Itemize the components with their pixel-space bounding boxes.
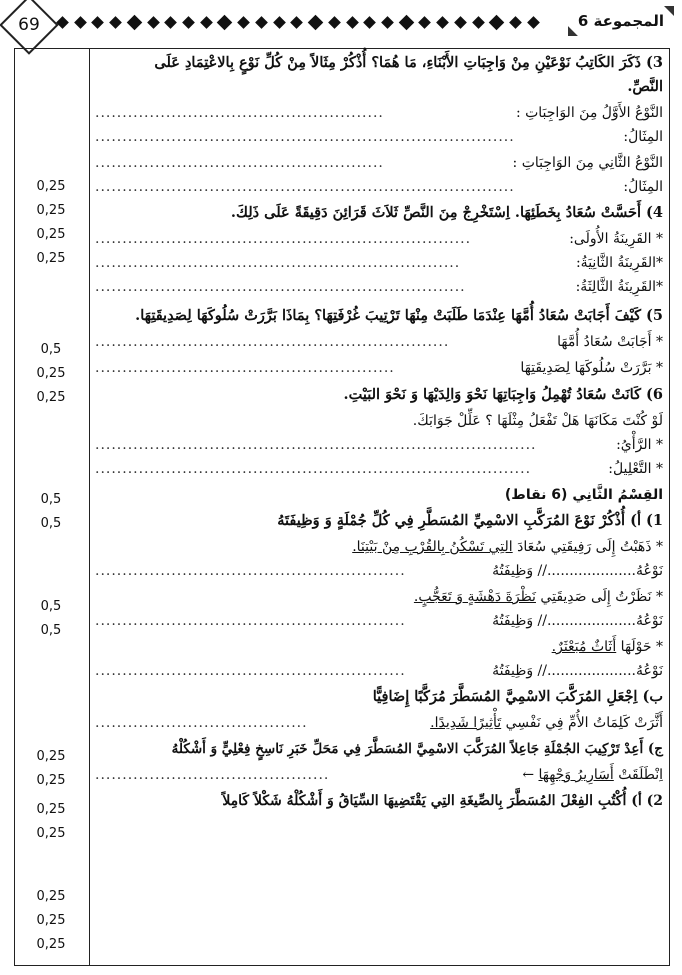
page-header xyxy=(0,0,682,46)
diamond-ornament xyxy=(58,12,538,32)
score: 0,25 xyxy=(36,889,66,904)
part2-sentence2: * نَظَرْتُ إِلَى صَدِيقَتِي نَظْرَةَ دَهْشَةٍ وَ تَعَجُّبٍ. xyxy=(413,589,663,605)
q3-title-cont: النَّصِّ. xyxy=(627,78,663,95)
group-label: المجموعة 6 xyxy=(568,6,674,36)
score: 0,25 xyxy=(36,826,66,841)
answer-row: نَوْعُهُ....................// وَظِيفَتُهُ ......................................................... xyxy=(95,613,663,629)
q3-type1: النَّوْعُ الأَوَّلُ مِنَ الوَاجِبَاتِ : ..................................................... xyxy=(95,105,663,121)
part2-sentence1: * ذَهَبْتُ إِلَى رَفِيقَتِي سُعَادَ التِي تَسْكُنُ بِالقُرْبِ مِنْ بَيْتِنَا. xyxy=(352,539,663,555)
q4-clue3: *القَرِينَةُ الثَّالِثَةُ: .................................................................... xyxy=(95,279,663,295)
q4-clue1: * القَرِينَةُ الأُولَى: ..................................................................... xyxy=(95,231,663,247)
score: 0,25 xyxy=(36,203,66,218)
page-number: 69 xyxy=(18,15,40,35)
arrow-icon: ← xyxy=(522,767,535,783)
answer-row: نَوْعُهُ....................// وَظِيفَتُهُ ......................................................... xyxy=(95,663,663,679)
part2-sentence-c: اِنْطَلَقَتْ أَسَارِيرُ وَجْهِهَا ← ........................................... xyxy=(95,767,663,783)
part2-q1a: 1) أ) أُذْكُرْ نَوْعَ المُرَكَّبِ الاسْمِيِّ المُسَطَّرِ فِي كُلِّ جُمْلَةٍ وَ وَظِيفَتَهُ xyxy=(277,512,663,529)
score: 0,25 xyxy=(36,749,66,764)
part2-sentence3: * حَوْلَهَا أَثَاثٌ مُبَعْثَرٌ. xyxy=(551,639,663,655)
questions xyxy=(95,49,663,965)
score: 0,25 xyxy=(36,179,66,194)
score: 0,25 xyxy=(36,366,66,381)
score: 0,5 xyxy=(40,342,62,357)
part2-qb: ب) اِجْعَلِ المُرَكَّبَ الاسْمِيَّ المُسَطَّرَ مُرَكَّبًا إِضَافِيًّا xyxy=(372,688,663,705)
score: 0,5 xyxy=(40,623,62,638)
score: 0,5 xyxy=(40,492,62,507)
score: 0,25 xyxy=(36,227,66,242)
score: 0,25 xyxy=(36,913,66,928)
q5-answer2: * بَرَّرَتْ سُلُوكَهَا لِصَدِيقَتِهَا ....................................................... xyxy=(95,360,663,376)
score: 0,25 xyxy=(36,802,66,817)
q4-clue2: *القَرِينَةُ الثَّانِيَةُ: ................................................................... xyxy=(95,255,663,271)
exam-frame xyxy=(14,48,670,966)
q6-reason: * التَّعْلِيلُ: ................................................................................ xyxy=(95,461,663,477)
part2-title: القِسْمُ الثَّانِي (6 نقاط) xyxy=(504,487,663,503)
q3-title: 3) ذَكَرَ الكَاتِبُ نَوْعَيْنِ مِنْ وَاجِبَاتِ الأَبْنَاءِ، مَا هُمَا؟ أُذْكُرْ مِثَالاً مِنْ كُلِّ نَوْعٍ بِالاعْتِمَادِ عَلَى xyxy=(154,54,663,71)
score: 0,5 xyxy=(40,599,62,614)
score-column xyxy=(15,49,89,965)
page-number-badge xyxy=(0,0,59,55)
part2-q2: 2) أ) أُكْتُبِ الفِعْلَ المُسَطَّرَ بِالصِّيغَةِ التِي يَقْتَضِيهَا السِّيَاقُ وَ أَشْكُلْهُ شَكْلاً كَامِلاً xyxy=(222,793,663,809)
answer-row: نَوْعُهُ....................// وَظِيفَتُهُ ......................................................... xyxy=(95,563,663,579)
score: 0,25 xyxy=(36,773,66,788)
q6-title: 6) كَانَتْ سُعَادُ تُهْمِلُ وَاجِبَاتِهَا نَحْوَ وَالِدَيْهَا وَ نَحْوَ البَيْتِ. xyxy=(343,386,663,403)
q3-example2: المِثَالُ: ............................................................................. xyxy=(95,179,663,195)
part2-qc: ج) أَعِدْ تَرْكِيبَ الجُمْلَةِ جَاعِلاً المُرَكَّبَ الاسْمِيَّ المُسَطَّرَ فِي مَحَلِّ خَبَرِ نَاسِخٍ فِعْلِيٍّ وَ أَشْكُلْهُ xyxy=(171,741,663,757)
q6-prompt: لَوْ كُنْتَ مَكَانَهَا هَلْ تَفْعَلُ مِثْلَهَا ؟ عَلِّلْ جَوَابَكَ. xyxy=(412,413,663,429)
q5-answer1: * أَجَابَتْ سُعَادُ أُمَّهَا ................................................................. xyxy=(95,334,663,350)
score: 0,25 xyxy=(36,390,66,405)
score: 0,25 xyxy=(36,937,66,952)
q5-title: 5) كَيْفَ أَجَابَتْ سُعَادُ أُمَّهَا عِنْدَمَا طَلَبَتْ مِنْهَا تَرْتِيبَ غُرْفَتِهَا؟ بِمَاذَا بَرَّرَتْ سُلُوكَهَا لِصَدِيقَتِهَا. xyxy=(135,307,663,324)
score: 0,25 xyxy=(36,251,66,266)
q3-example1: المِثَالُ: ............................................................................. xyxy=(95,129,663,145)
score: 0,5 xyxy=(40,516,62,531)
q4-title: 4) أَحَسَّتْ سُعَادُ بِخَطَئِهَا. اِسْتَخْرِجْ مِنَ النَّصِّ ثَلاَثَ قَرَائِنَ دَقِيقَةً عَلَى ذَلِكَ. xyxy=(230,204,663,221)
q6-opinion: * الرَّأْيُ: ................................................................................. xyxy=(95,437,663,453)
part2-sentence-b: أَثَّرَتْ كَلِمَاتُ الأُمِّ فِي نَفْسِي تَأْثِيرًا شَدِيدًا. ....................................... xyxy=(95,715,663,731)
q3-type2: النَّوْعُ الثَّانِي مِنَ الوَاجِبَاتِ : ..................................................... xyxy=(95,155,663,171)
